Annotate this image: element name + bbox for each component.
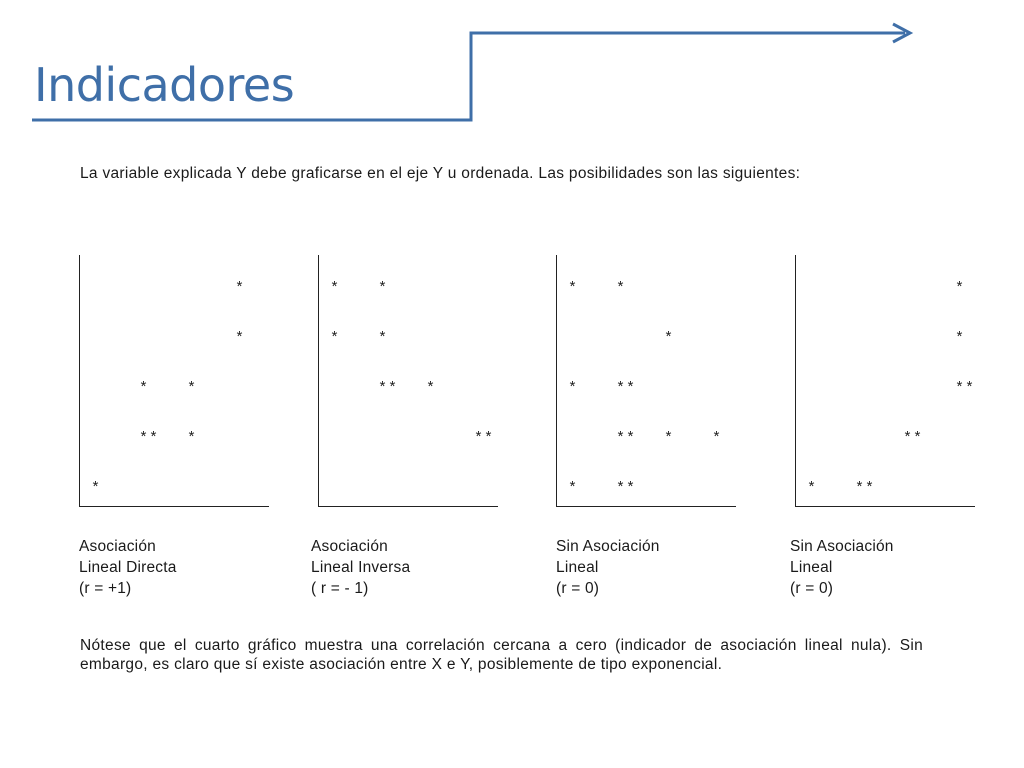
caption-sin-asociacion-2 xyxy=(790,536,894,599)
caption-line: (r = 0) xyxy=(790,580,834,597)
caption-line: Asociación xyxy=(79,538,156,555)
scatter-plot-sin-asociacion-2 xyxy=(795,255,975,507)
caption-line: Sin Asociación xyxy=(790,538,894,555)
data-point: * xyxy=(426,380,437,397)
data-point: * xyxy=(664,330,675,347)
data-point: * xyxy=(568,280,579,297)
caption-inversa xyxy=(311,536,410,599)
y-axis xyxy=(795,255,796,507)
data-point: * xyxy=(568,480,579,497)
data-point: * xyxy=(616,280,627,297)
data-point: ** xyxy=(139,430,160,447)
caption-line: ( r = - 1) xyxy=(311,580,369,597)
caption-line: (r = 0) xyxy=(556,580,600,597)
x-axis xyxy=(318,506,498,507)
caption-sin-asociacion-1 xyxy=(556,536,660,599)
data-point: ** xyxy=(616,380,637,397)
data-point: * xyxy=(139,380,150,397)
caption-line: Sin Asociación xyxy=(556,538,660,555)
data-point: ** xyxy=(378,380,399,397)
data-point: ** xyxy=(616,480,637,497)
caption-line: Lineal Inversa xyxy=(311,559,411,576)
caption-line: Lineal xyxy=(790,559,833,576)
data-point: * xyxy=(568,380,579,397)
data-point: * xyxy=(378,330,389,347)
data-point: * xyxy=(330,330,341,347)
y-axis xyxy=(79,255,80,507)
scatter-plot-directa xyxy=(79,255,269,507)
data-point: * xyxy=(235,330,246,347)
x-axis xyxy=(556,506,736,507)
data-point: * xyxy=(664,430,675,447)
intro-text: La variable explicada Y debe graficarse en el eje Y u ordenada. Las posibilidades son las siguientes: xyxy=(80,165,801,182)
data-point: * xyxy=(378,280,389,297)
caption-line: Lineal xyxy=(556,559,599,576)
data-point: ** xyxy=(616,430,637,447)
data-point: * xyxy=(91,480,102,497)
data-point: * xyxy=(330,280,341,297)
caption-directa xyxy=(79,536,177,599)
y-axis xyxy=(556,255,557,507)
data-point: * xyxy=(712,430,723,447)
data-point: * xyxy=(955,280,966,297)
y-axis xyxy=(318,255,319,507)
data-point: * xyxy=(187,430,198,447)
x-axis xyxy=(79,506,269,507)
data-point: ** xyxy=(474,430,495,447)
caption-line: Asociación xyxy=(311,538,388,555)
caption-line: Lineal Directa xyxy=(79,559,177,576)
data-point: ** xyxy=(955,380,976,397)
data-point: ** xyxy=(855,480,876,497)
scatter-plot-sin-asociacion-1 xyxy=(556,255,736,507)
caption-line: (r = +1) xyxy=(79,580,132,597)
page-title: Indicadores xyxy=(34,58,295,112)
data-point: * xyxy=(955,330,966,347)
note-text: Nótese que el cuarto gráfico muestra una correlación cercana a cero (indicador de asociación lineal nula). Sin embargo, es claro que sí existe asociación entre X e Y, posiblemente de tipo exponencial. xyxy=(80,637,923,673)
data-point: ** xyxy=(903,430,924,447)
data-point: * xyxy=(807,480,818,497)
scatter-plot-inversa xyxy=(318,255,498,507)
data-point: * xyxy=(235,280,246,297)
x-axis xyxy=(795,506,975,507)
data-point: * xyxy=(187,380,198,397)
